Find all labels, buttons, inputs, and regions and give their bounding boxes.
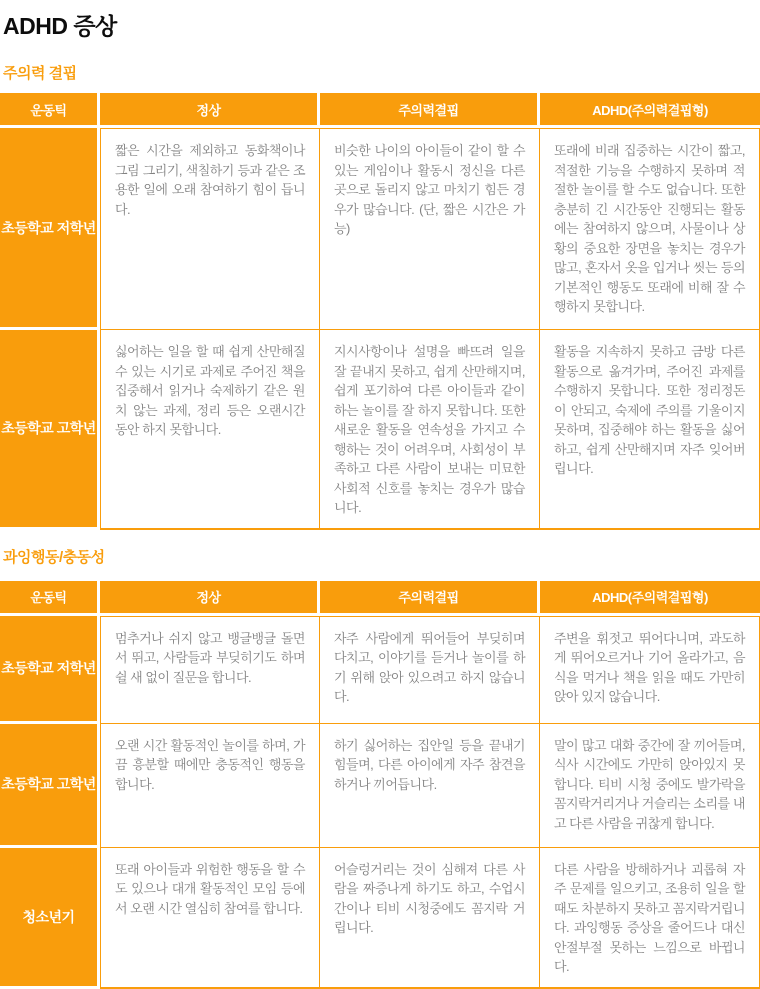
attention-deficit-table: [0, 93, 760, 530]
row-label-cell: 청소년기: [0, 848, 100, 989]
table-cell: 오랜 시간 활동적인 놀이를 하며, 가끔 흥분할 때에만 충동적인 행동을 합니다.: [100, 724, 320, 848]
header-cell-attention-deficit: 주의력결핍: [320, 581, 540, 616]
header-cell-tic: 운동틱: [0, 581, 100, 616]
header-cell-tic: 운동틱: [0, 93, 100, 128]
table-row: [0, 616, 760, 724]
header-cell-adhd: ADHD(주의력결핍형): [540, 93, 760, 128]
table-cell: 지시사항이나 설명을 빠뜨려 일을 잘 끝내지 못하고, 쉽게 산만해지며, 쉽게 포기하여 다른 아이들과 같이 하는 놀이를 잘 하지 못합니다. 또한 새로운 활동을 연속성을 가지고 수행하는 것이 어려우며, 사회성이 부족하고 다른 사람이 보내는 미묘한 사회적 신호를 놓치는 경우가 많습니다.: [320, 330, 540, 530]
table-cell: 다른 사람을 방해하거나 괴롭혀 자주 문제를 일으키고, 조용히 일을 할 때도 차분하지 못하고 꼼지락거립니다. 과잉행동 증상을 줄어드나 대신 안절부절 못하는 느낌으로 바뀝니다.: [540, 848, 760, 989]
table-row: [0, 724, 760, 848]
row-label-cell: 초등학교 저학년: [0, 616, 100, 724]
table-cell: 또래 아이들과 위험한 행동을 할 수도 있으나 대개 활동적인 모임 등에서 오랜 시간 열심히 참여를 합니다.: [100, 848, 320, 989]
row-label-cell: 초등학교 고학년: [0, 724, 100, 848]
table-cell: 또래에 비래 집중하는 시간이 짧고, 적절한 기능을 수행하지 못하며 적절한 놀이를 할 수도 없습니다. 또한 충분히 긴 시간동안 진행되는 활동에는 참여하지 않으며, 사물이나 상황의 중요한 장면을 놓치는 경우가 많고, 혼자서 옷을 입거나 씻는 등의 기본적인 행동도 또래에 비해 잘 수행하지 못합니다.: [540, 128, 760, 330]
header-cell-attention-deficit: 주의력결핍: [320, 93, 540, 128]
table-row: [0, 848, 760, 989]
table-header-row: [0, 581, 760, 616]
table-cell: 비슷한 나이의 아이들이 같이 할 수 있는 게임이나 활동시 정신을 다른곳으로 돌리지 않고 마치기 힘든 경우가 많습니다. (단, 짧은 시간은 가능): [320, 128, 540, 330]
table-cell: 짧은 시간을 제외하고 동화책이나 그림 그리기, 색칠하기 등과 같은 조용한 일에 오래 참여하기 힘이 듭니다.: [100, 128, 320, 330]
section-title-hyperactivity: 과잉행동/충동성: [3, 548, 105, 566]
row-label-cell: 초등학교 저학년: [0, 128, 100, 330]
table-header-row: [0, 93, 760, 128]
table-cell: 하기 싫어하는 집안일 등을 끝내기 힘들며, 다른 아이에게 자주 참견을 하거나 끼어듭니다.: [320, 724, 540, 848]
table-cell: 활동을 지속하지 못하고 금방 다른 활동으로 옮겨가며, 주어진 과제를 수행하지 못합니다. 또한 정리정돈이 안되고, 숙제에 주의를 기울이지 못하며, 집중해야 하는 활동을 싫어하고, 쉽게 산만해지며 자주 잊어버립니다.: [540, 330, 760, 530]
row-label-cell: 초등학교 고학년: [0, 330, 100, 530]
table-row: [0, 128, 760, 330]
page-title: ADHD 증상: [3, 13, 117, 39]
header-cell-adhd: ADHD(주의력결핍형): [540, 581, 760, 616]
page: [0, 8, 760, 989]
table-cell: 멈추거나 쉬지 않고 뱅글뱅글 돌면서 뛰고, 사람들과 부딪히기도 하며 쉴 새 없이 질문을 합니다.: [100, 616, 320, 724]
table-row: [0, 330, 760, 530]
hyperactivity-table: [0, 581, 760, 989]
table-cell: 자주 사람에게 뛰어들어 부딪히며 다치고, 이야기를 듣거나 놀이를 하기 위해 앉아 있으려고 하지 않습니다.: [320, 616, 540, 724]
header-cell-normal: 정상: [100, 93, 320, 128]
table-cell: 주변을 휘젓고 뛰어다니며, 과도하게 뛰어오르거나 기어 올라가고, 음식을 먹거나 책을 읽을 때도 가만히 앉아 있지 않습니다.: [540, 616, 760, 724]
header-cell-normal: 정상: [100, 581, 320, 616]
table-cell: 어슬렁거리는 것이 심해져 다른 사람을 짜증나게 하기도 하고, 수업시간이나 티비 시청중에도 꼼지락 거립니다.: [320, 848, 540, 989]
section-hyperactivity-impulsivity: [0, 546, 760, 989]
table-cell: 말이 많고 대화 중간에 잘 끼어들며, 식사 시간에도 가만히 앉아있지 못합니다. 티비 시청 중에도 발가락을 꼼지락거리거나 거슬리는 소리를 내고 다른 사람을 귀찮게 합니다.: [540, 724, 760, 848]
table-cell: 싫어하는 일을 할 때 쉽게 산만해질 수 있는 시기로 과제로 주어진 책을 집중해서 읽거나 숙제하기 같은 원치 않는 과제, 정리 등은 오랜시간 동안 하지 못합니다.: [100, 330, 320, 530]
section-attention-deficit: [0, 62, 760, 530]
section-title-attention-deficit: 주의력 결핍: [3, 65, 77, 82]
